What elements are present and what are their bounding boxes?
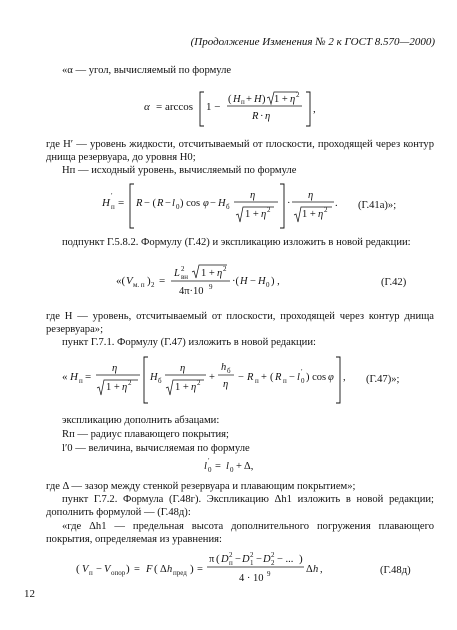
svg-text:(: ( — [76, 563, 80, 575]
svg-text:п: п — [229, 559, 233, 567]
svg-text:+: + — [209, 372, 215, 383]
text-line-point-g72: пункт Г.7.2. Формула (Г.48г). Экспликацию Δh1 изложить в новой редакции; дополнить формулой — (Г.48д): — [46, 494, 434, 519]
text-line-rp-definition: Rп — радиус плавающего покрытия; — [62, 429, 229, 440]
svg-text:2: 2 — [181, 265, 185, 273]
svg-text:1 +: 1 + — [106, 382, 120, 393]
svg-text:−: − — [165, 198, 171, 209]
svg-text:опор: опор — [111, 569, 126, 577]
text-line-h-prime: где H′ — уровень жидкости, отсчитываемый от плоскости, проходящей через контур днища резервуара, до уровня H0; — [46, 139, 434, 164]
label-47: (Г.47)»; — [366, 374, 400, 385]
svg-text:,: , — [343, 372, 346, 383]
svg-text:−: − — [96, 564, 102, 575]
svg-text:R: R — [136, 198, 143, 209]
svg-text:l: l — [297, 372, 300, 383]
svg-text:V: V — [126, 275, 133, 287]
svg-text:η: η — [180, 363, 186, 374]
svg-text:0: 0 — [301, 377, 305, 385]
svg-text:R: R — [275, 372, 282, 383]
text-line-l0-definition: l′0 — величина, вычисляемая по формуле — [62, 443, 250, 454]
svg-text:H: H — [240, 276, 248, 287]
svg-text:м. п: м. п — [133, 281, 145, 289]
svg-text:′: ′ — [208, 457, 210, 465]
svg-text:η: η — [122, 382, 128, 393]
svg-text:1 +: 1 + — [175, 382, 189, 393]
text-line-alpha-intro: «α — угол, вычисляемый по формуле — [62, 65, 232, 76]
label-41a: (Г.41а)»; — [358, 200, 397, 211]
svg-text:h: h — [313, 564, 319, 575]
svg-text:η: η — [290, 94, 296, 105]
svg-text:−: − — [210, 198, 216, 209]
svg-text:Δ: Δ — [306, 564, 313, 575]
svg-text:«(: «( — [116, 275, 126, 287]
svg-text:0: 0 — [176, 203, 180, 211]
svg-text:α: α — [144, 101, 150, 113]
svg-text:−: − — [256, 554, 262, 565]
svg-text:2: 2 — [151, 281, 155, 289]
svg-text:): ) — [299, 553, 303, 565]
text-line-h-definition: где H — уровень, отсчитываемый от плоскости, проходящей через контур днища резервуара»; — [46, 311, 434, 336]
svg-text:V: V — [104, 564, 111, 575]
svg-text:б: б — [158, 377, 162, 385]
svg-text:2: 2 — [250, 551, 254, 559]
svg-text:η: η — [112, 363, 118, 374]
equation-42 — [116, 262, 336, 309]
svg-text:Δ: Δ — [160, 564, 167, 575]
svg-text:·(: ·( — [232, 276, 239, 287]
svg-text:п: п — [255, 377, 259, 385]
svg-text:2: 2 — [296, 91, 300, 99]
text-line-dh1-definition: «где Δh1 — предельная высота дополнительного погружения плавающего покрытия, определяемая из уравнения: — [46, 521, 434, 546]
svg-text:2: 2 — [324, 206, 328, 214]
svg-text:,: , — [313, 103, 316, 115]
svg-text:− (: − ( — [144, 198, 157, 209]
svg-text:п: п — [241, 98, 245, 106]
svg-text:−: − — [235, 554, 241, 565]
svg-text:4 · 10: 4 · 10 — [239, 573, 264, 584]
svg-text:п: п — [111, 203, 115, 211]
svg-text:п: п — [283, 377, 287, 385]
svg-text:D: D — [263, 554, 271, 565]
svg-text:б: б — [226, 203, 230, 211]
svg-text:): ) — [262, 94, 266, 105]
svg-text:п: п — [79, 377, 83, 385]
svg-text:π: π — [209, 554, 215, 565]
svg-text:η: η — [261, 209, 267, 220]
svg-text:2: 2 — [271, 559, 275, 567]
svg-text:9: 9 — [267, 570, 271, 578]
text-line-explication-add: экспликацию дополнить абзацами: — [62, 415, 220, 426]
svg-text:η: η — [265, 111, 271, 122]
svg-text:пред: пред — [173, 569, 187, 577]
svg-text:) ,: ) , — [271, 276, 280, 287]
svg-text:l: l — [226, 461, 229, 472]
svg-text:): ) — [190, 563, 194, 575]
svg-text:=: = — [118, 197, 125, 209]
svg-text:·: · — [260, 111, 264, 122]
svg-text:η: η — [308, 190, 314, 201]
svg-text:=: = — [197, 564, 203, 575]
svg-text:): ) — [147, 275, 151, 287]
svg-text:H: H — [218, 198, 226, 209]
svg-text:0: 0 — [230, 466, 234, 474]
svg-text:1 +: 1 + — [274, 94, 288, 105]
svg-text:η: η — [223, 379, 229, 390]
svg-text:п: п — [89, 569, 93, 577]
svg-text:2: 2 — [128, 379, 132, 387]
svg-text:1 +: 1 + — [201, 268, 215, 279]
svg-text:−: − — [289, 372, 295, 383]
svg-text:1: 1 — [250, 559, 254, 567]
svg-text:+: + — [246, 94, 252, 105]
svg-text:=: = — [134, 564, 140, 575]
svg-text:) cos: ) cos — [306, 372, 327, 383]
text-line-hp-intro: Hп — исходный уровень, вычисляемый по формуле — [62, 165, 297, 176]
svg-text:V: V — [82, 564, 89, 575]
svg-text:(: ( — [228, 94, 232, 105]
svg-text:0: 0 — [208, 466, 212, 474]
svg-text:F: F — [146, 564, 153, 575]
svg-text:): ) — [126, 563, 130, 575]
svg-text:R: R — [247, 372, 254, 383]
svg-text:D: D — [242, 554, 250, 565]
equation-41a — [102, 178, 342, 239]
svg-text:H: H — [70, 371, 78, 383]
svg-text:h: h — [167, 564, 173, 575]
svg-text:1 −: 1 − — [206, 101, 221, 113]
svg-text:=: = — [215, 461, 221, 472]
svg-text:2: 2 — [267, 206, 271, 214]
svg-text:=: = — [159, 275, 166, 287]
svg-text:φ: φ — [328, 372, 334, 383]
svg-text:,: , — [320, 564, 323, 575]
svg-text:=: = — [85, 371, 92, 383]
svg-text:вн: вн — [181, 273, 189, 281]
svg-text:−: − — [250, 276, 256, 287]
svg-text:2: 2 — [223, 265, 227, 273]
running-header: (Продолжение Изменения № 2 к ГОСТ 8.570—2000) — [190, 36, 435, 48]
svg-text:φ: φ — [203, 198, 209, 209]
svg-text:) cos: ) cos — [180, 198, 201, 209]
svg-text:2: 2 — [229, 551, 233, 559]
svg-text:1 +: 1 + — [245, 209, 259, 220]
label-48d: (Г.48д) — [380, 565, 411, 576]
page-number: 12 — [24, 588, 35, 600]
svg-text:D: D — [221, 554, 229, 565]
svg-text:η: η — [191, 382, 197, 393]
svg-text:4π·10: 4π·10 — [179, 286, 204, 297]
text-line-delta-definition: где Δ — зазор между стенкой резервуара и плавающим покрытием»; — [46, 481, 356, 492]
svg-text:+: + — [261, 372, 267, 383]
svg-text:′: ′ — [301, 368, 303, 376]
svg-text:R: R — [157, 198, 164, 209]
svg-text:2: 2 — [197, 379, 201, 387]
label-42: (Г.42) — [381, 277, 407, 288]
svg-text:(: ( — [216, 553, 220, 565]
svg-text:′: ′ — [111, 192, 113, 200]
equation-alpha — [140, 84, 330, 139]
svg-text:(: ( — [154, 563, 158, 575]
svg-text:= arccos: = arccos — [156, 101, 194, 113]
svg-text:.: . — [335, 198, 338, 209]
text-line-subpoint-g582: подпункт Г.5.8.2. Формулу (Г.42) и экспликацию изложить в новой редакции: — [62, 237, 411, 248]
svg-text:h: h — [221, 362, 227, 373]
svg-text:l: l — [204, 461, 207, 472]
equation-l0 — [204, 455, 284, 482]
svg-text:H: H — [258, 276, 266, 287]
svg-text:2: 2 — [271, 551, 275, 559]
svg-text:− ...: − ... — [277, 554, 294, 565]
svg-text:«: « — [62, 371, 68, 383]
svg-text:l: l — [172, 198, 175, 209]
svg-text:б: б — [227, 367, 231, 375]
svg-text:+ Δ,: + Δ, — [236, 461, 254, 472]
equation-48d — [76, 548, 336, 599]
text-line-point-g71: пункт Г.7.1. Формулу (Г.47) изложить в новой редакции: — [62, 337, 316, 348]
svg-text:η: η — [217, 268, 223, 279]
equation-47 — [62, 352, 352, 413]
svg-text:η: η — [250, 190, 256, 201]
svg-text:η: η — [318, 209, 324, 220]
svg-text:·: · — [287, 198, 291, 209]
svg-text:H: H — [102, 197, 110, 209]
svg-text:H: H — [150, 372, 158, 383]
svg-text:1 +: 1 + — [302, 209, 316, 220]
svg-text:9: 9 — [209, 283, 213, 291]
svg-text:H: H — [254, 94, 262, 105]
svg-text:−: − — [238, 372, 244, 383]
svg-text:(: ( — [270, 372, 274, 383]
svg-text:L: L — [174, 268, 180, 279]
svg-text:R: R — [252, 111, 259, 122]
svg-text:H: H — [233, 94, 241, 105]
svg-text:0: 0 — [266, 281, 270, 289]
